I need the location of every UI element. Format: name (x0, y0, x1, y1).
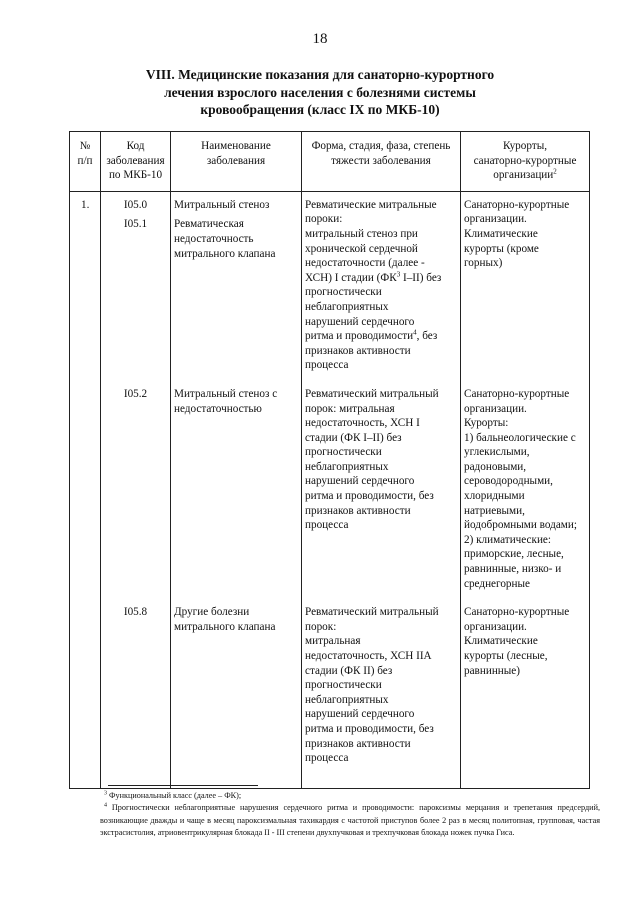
disease-name-cell: Митральный стеноз Ревматическая недостаточность митрального клапана (171, 191, 302, 373)
section-title-line: кровообращения (класс IX по МКБ-10) (200, 102, 440, 117)
resorts-cell: Санаторно-курортные организации. Климатические курорты (лесные, равнинные) (461, 591, 590, 788)
table-row (70, 191, 590, 373)
footnote-text: Функциональный класс (далее – ФК); (109, 791, 242, 800)
header-name: Наименование заболевания (171, 132, 302, 192)
section-title (120, 66, 520, 119)
disease-name-cell: Другие болезни митрального клапана (171, 591, 302, 788)
section-title-line: лечения взрослого населения с болезнями системы (164, 84, 476, 100)
section-title-line: VIII. Медицинские показания для санаторно-курортного (145, 67, 495, 82)
table-row (70, 591, 590, 788)
footnote (100, 790, 600, 802)
icd-code: I05.1 (123, 218, 148, 231)
form-stage-cell: Ревматический митральный порок: митральная недостаточность, ХСН I стадии (ФК I–II) без прогностически неблагоприятных нарушений сердечного ритма и проводимости, без признаков активности процесса (302, 373, 461, 591)
footnote-ref: 4 (413, 328, 417, 337)
header-resorts: Курорты, санаторно-курортные организации$^2$ (461, 132, 590, 192)
disease-name-cell: Митральный стеноз с недостаточностью (171, 373, 302, 591)
header-num: № п/п (70, 132, 101, 192)
header-form: Форма, стадия, фаза, степень тяжести заболевания (302, 132, 461, 192)
resorts-cell: Санаторно-курортные организации. Климатические курорты (кроме горных) (461, 191, 590, 373)
disease-name: Митральный стеноз (174, 198, 270, 211)
code-cell (101, 191, 171, 373)
icd-code: I05.8 (101, 591, 171, 788)
table-header-row (70, 132, 590, 192)
footnote-divider (108, 785, 258, 786)
footnotes (100, 790, 600, 839)
row-number: 1. (70, 191, 101, 373)
resorts-cell: Санаторно-курортные организации. Курорты: 1) бальнеологические с углекислыми, радоновыми, сероводородными, хлоридными натриевыми, йодобромными водами; 2) климатические: приморские, лесные, равнинные, низко- и среднегорные (461, 373, 590, 591)
footnote-mark: 4 (104, 802, 107, 809)
resorts-header-text: организации (493, 169, 554, 182)
footnote (100, 802, 600, 839)
icd-code: I05.0 (123, 198, 148, 211)
icd-code: I05.2 (101, 373, 171, 591)
indications-table (69, 131, 590, 789)
form-stage-cell: Ревматические митральные пороки: митральный стеноз при хронической сердечной недостаточности (далее - ХСН) I стадии ($ФК^3$ I–II) без прогностически неблагоприятных нарушений сердечного ритма и проводимости$^4$, без признаков активности процесса (302, 191, 461, 373)
form-stage-cell: Ревматический митральный порок: митральная недостаточность, ХСН IIA стадии (ФК II) без прогностически неблагоприятных нарушений сердечного ритма и проводимости, без признаков активности процесса (302, 591, 461, 788)
footnote-text: Прогностически неблагоприятные нарушения сердечного ритма и проводимости: пароксизмы мерцания и трепетания предсердий, возникающие дважды и чаще в месяц пароксизмальная тахикардия с частотой приступов более 2 раз в месяц политопная, групповая, частая экстрасистолия, атриовентрикулярная блокада II - III степени двухпучковая и трехпучковая блокада ножек пучка Гиса. (100, 803, 600, 837)
page-number: 18 (312, 31, 328, 47)
footnote-ref: 2 (553, 167, 557, 176)
footnote-ref: 3 (396, 270, 401, 279)
header-code: Код заболевания по МКБ-10 (101, 132, 171, 192)
disease-name: Ревматическая (174, 218, 244, 231)
table-row (70, 373, 590, 591)
footnote-mark: 3 (104, 790, 107, 797)
